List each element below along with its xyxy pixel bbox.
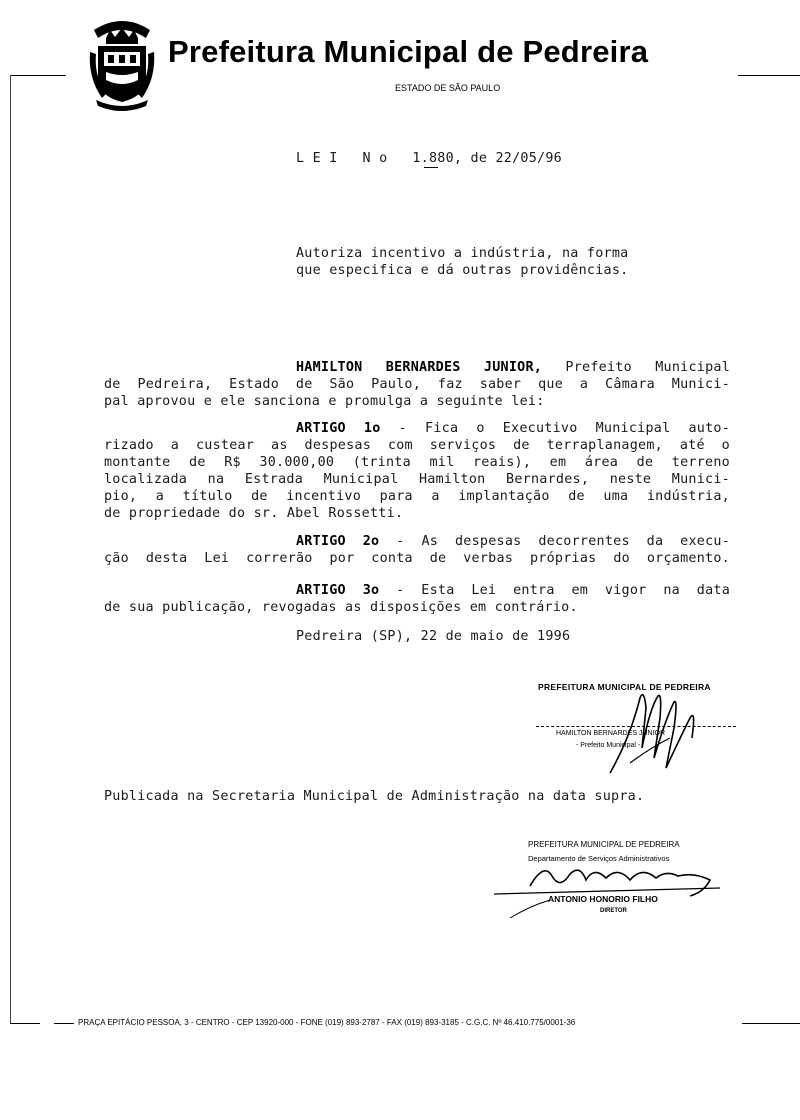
article-2	[104, 533, 730, 567]
article-1-line-1	[296, 420, 730, 437]
summary-line: Autoriza incentivo a indústria, na forma	[296, 246, 629, 261]
mayor-handwritten-signature	[600, 678, 720, 778]
header	[0, 0, 800, 110]
director-role: DIRETOR	[600, 908, 627, 914]
preamble-line: pal aprovou e ele sanciona e promulga a seguinte lei:	[104, 394, 545, 409]
article-1-line: pio, a título de incentivo para a implantação de uma indústria,	[104, 489, 730, 504]
law-heading-underline	[424, 167, 438, 168]
article-3-line: de sua publicação, revogadas as disposições em contrário.	[104, 600, 578, 615]
mayor-signature-block	[530, 678, 760, 778]
header-rule-right	[738, 75, 800, 76]
article-2-label: ARTIGO 2o	[296, 534, 380, 549]
article-1-line: de propriedade do sr. Abel Rossetti.	[104, 506, 404, 521]
place-date: Pedreira (SP), 22 de maio de 1996	[296, 629, 571, 644]
law-heading: L E I N o 1.880, de 22/05/96	[296, 151, 562, 166]
article-3	[104, 582, 730, 616]
article-1-text: - Fica o Executivo Municipal auto-	[398, 421, 731, 436]
preamble-text: Prefeito Municipal	[565, 360, 731, 375]
article-1-label: ARTIGO 1o	[296, 421, 381, 436]
preamble	[104, 359, 730, 410]
mayor-name: HAMILTON BERNARDES JUNIOR,	[296, 360, 543, 375]
footer-rule-right	[742, 1023, 800, 1024]
article-1-line: montante de R$ 30.000,00 (trinta mil reais), em área de terreno	[104, 455, 730, 470]
preamble-line-1	[296, 359, 730, 376]
footer-address: PRAÇA EPITÁCIO PESSOA, 3 - CENTRO - CEP 13920-000 - FONE (019) 893-2787 - FAX (019) 893-3185 - C.G.C. Nº 46.410.775/0001-36	[78, 1018, 576, 1027]
article-1-line: rizado a custear as despesas com serviços de terraplanagem, até o	[104, 438, 730, 453]
article-2-line: ção desta Lei correrão por conta de verbas próprias do orçamento.	[104, 551, 730, 566]
mayor-signed-role: - Prefeito Municipal -	[576, 742, 641, 749]
footer-rule-mid	[54, 1023, 74, 1024]
footer	[0, 1012, 800, 1042]
header-rule-left	[10, 75, 66, 76]
article-3-text: - Esta Lei entra em vigor na data	[396, 583, 731, 598]
page-title: Prefeitura Municipal de Pedreira	[168, 34, 649, 69]
article-2-text: - As despesas decorrentes da execu-	[396, 534, 731, 549]
article-3-label: ARTIGO 3o	[296, 583, 380, 598]
law-summary	[296, 245, 628, 279]
department-name: Departamento de Serviços Administrativos	[528, 854, 670, 863]
left-margin-rule	[10, 75, 11, 1023]
page-subtitle: ESTADO DE SÃO PAULO	[395, 83, 501, 93]
footer-rule-left	[10, 1023, 40, 1024]
article-2-line-1	[296, 533, 730, 550]
preamble-line: de Pedreira, Estado de São Paulo, faz saber que a Câmara Munici-	[104, 377, 730, 392]
article-1	[104, 420, 730, 522]
director-name: ANTONIO HONORIO FILHO	[548, 894, 658, 904]
article-3-line-1	[296, 582, 730, 599]
publication-note: Publicada na Secretaria Municipal de Administração na data supra.	[104, 789, 645, 804]
coat-of-arms-logo	[88, 8, 156, 114]
director-handwritten-signature	[490, 836, 730, 926]
article-1-line: localizada na Estrada Municipal Hamilton Bernardes, neste Munici-	[104, 472, 730, 487]
stamp-header: PREFEITURA MUNICIPAL DE PEDREIRA	[538, 682, 711, 692]
summary-line: que especifica e dá outras providências.	[296, 263, 629, 278]
stamp-header-2: PREFEITURA MUNICIPAL DE PEDREIRA	[528, 840, 680, 849]
director-signature-block	[490, 836, 750, 926]
mayor-signed-name: HAMILTON BERNARDES JUNIOR	[556, 730, 666, 737]
